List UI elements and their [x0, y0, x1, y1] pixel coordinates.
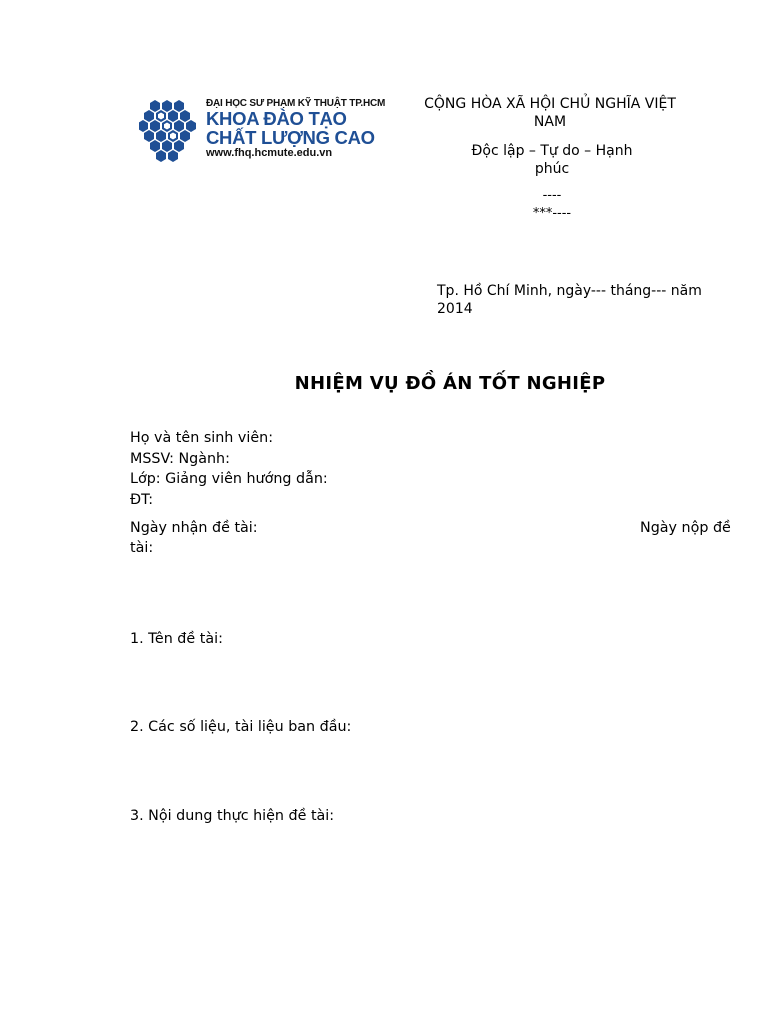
logo-text: [206, 98, 385, 159]
hexagon-cluster-icon: [139, 98, 203, 166]
section-topic-title: 1. Tên đề tài:: [130, 631, 223, 647]
national-header: [402, 95, 698, 131]
place-date-line2: 2014: [437, 301, 473, 317]
section-content: 3. Nội dung thực hiện đề tài:: [130, 808, 335, 824]
page-title: NHIỆM VỤ ĐỒ ÁN TỐT NGHIỆP: [294, 373, 606, 394]
student-name-field: Họ và tên sinh viên:: [130, 430, 274, 446]
student-info: [130, 428, 630, 510]
place-date: [437, 282, 757, 318]
national-motto: [452, 142, 652, 178]
logo-url: www.fhq.hcmute.edu.vn: [206, 147, 333, 159]
logo-university: ĐẠI HỌC SƯ PHẠM KỸ THUẬT TP.HCM: [206, 98, 386, 109]
motto-line2: phúc: [534, 161, 570, 177]
logo-faculty-line1: KHOA ĐÀO TẠO: [206, 108, 347, 129]
motto-line1: Độc lập – Tự do – Hạnh: [471, 143, 633, 159]
student-id-major-field: MSSV: Ngành:: [130, 450, 230, 467]
header-separator: [502, 187, 602, 223]
place-date-line1: Tp. Hồ Chí Minh, ngày--- tháng--- năm: [437, 283, 702, 299]
submit-date-label-cont: tài:: [130, 540, 154, 556]
national-header-line1: CỘNG HÒA XÃ HỘI CHỦ NGHĨA VIỆT: [424, 96, 676, 112]
received-date-label: Ngày nhận đề tài:: [130, 520, 258, 536]
class-advisor-field: Lớp: Giảng viên hướng dẫn:: [130, 471, 328, 487]
faculty-logo: [139, 98, 386, 168]
national-header-line2: NAM: [533, 114, 567, 130]
phone-field: ĐT:: [130, 491, 154, 508]
submit-date-label: Ngày nộp đề: [640, 520, 731, 536]
section-initial-data: 2. Các số liệu, tài liệu ban đầu:: [130, 719, 352, 735]
separator-line1: ----: [542, 188, 562, 203]
logo-faculty-line2: CHẤT LƯỢNG CAO: [206, 127, 375, 148]
separator-line2: ***----: [532, 206, 572, 221]
